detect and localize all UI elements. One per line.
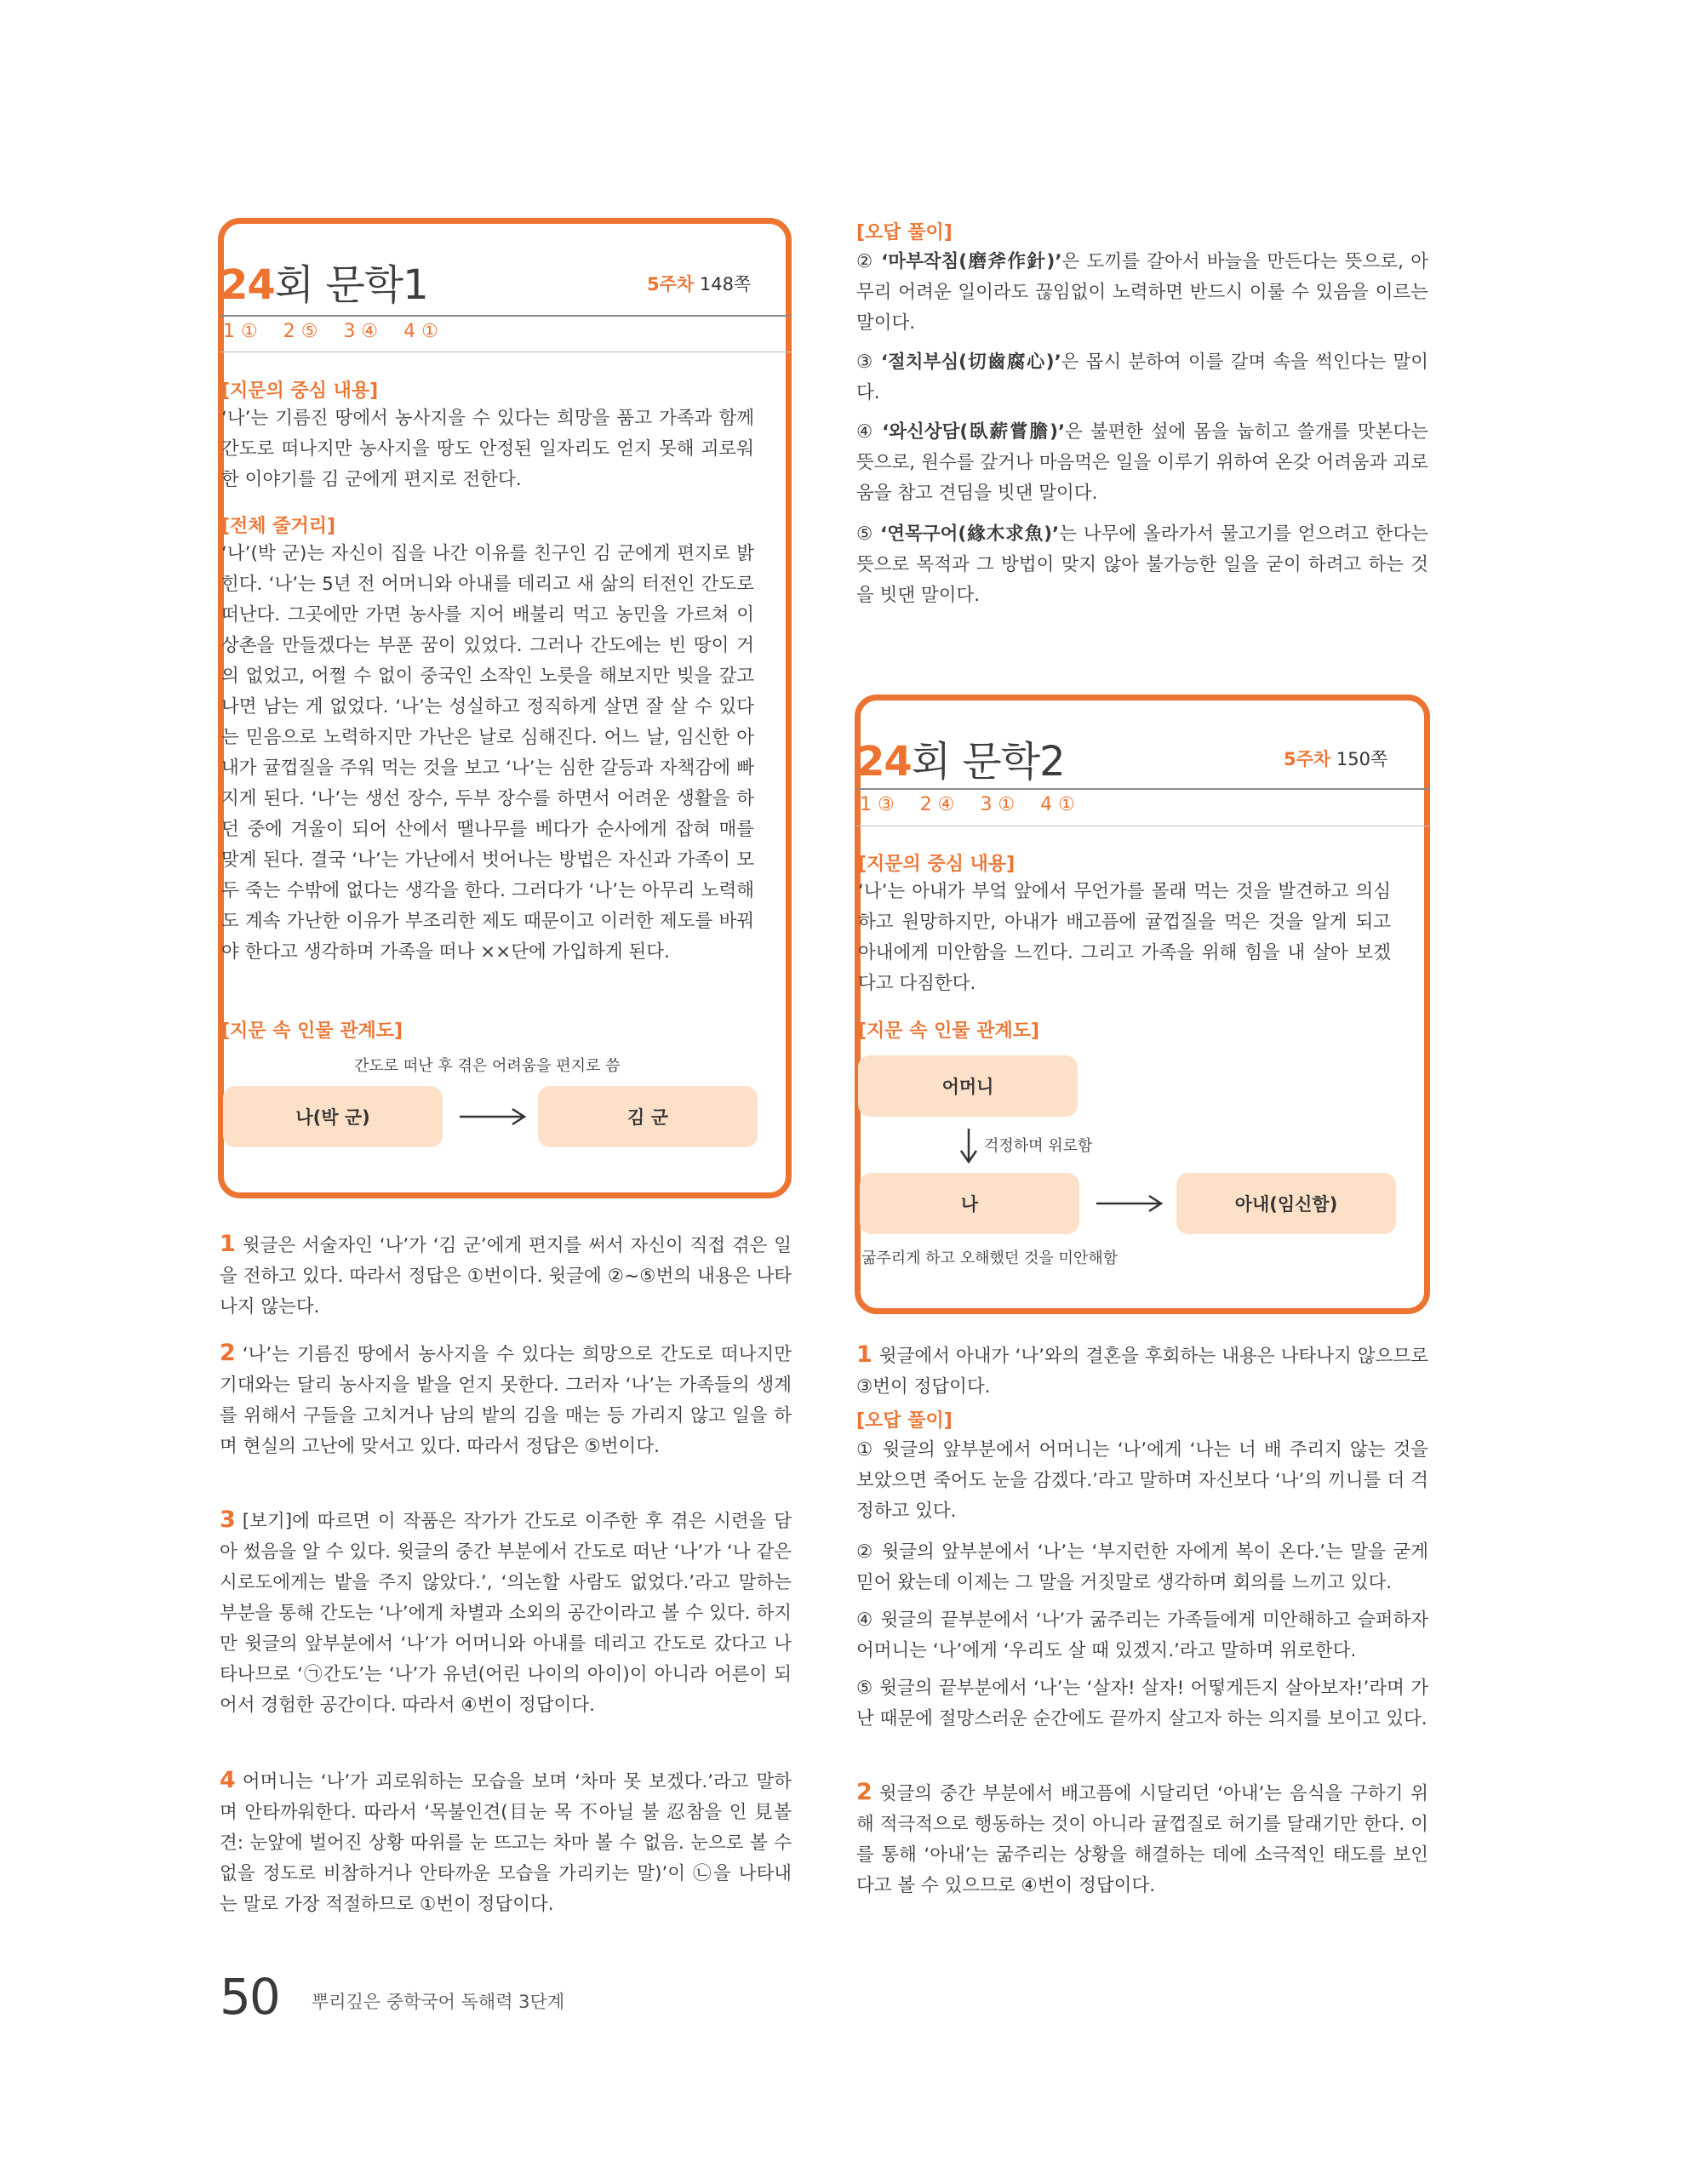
relation-heading-2: [지문 속 인물 관계도]	[858, 1021, 1040, 1042]
explanation-4: 4 어머니는 ‘나’가 괴로워하는 모습을 보며 ‘차마 못 보겠다.’라고 말하며 안타까워한다. 따라서 ‘목불인견(目눈 목 不아닐 불 忍참을 인 見볼 견: 눈앞에 벌어진 상황 따위를 눈 뜨고는 차마 볼 수 없음. 눈으로 볼 수 없을 정도로 비참하거나 안타까운 모습을 가리키는 말)’이 ㉡을 나타내는 말로 가장 적절하므로 ①번이 정답이다.	[220, 1767, 792, 1915]
wrong-answer-2-item-2: ② 윗글의 앞부분에서 ‘나’는 ‘부지런한 자에게 복이 온다.’는 말을 굳게 믿어 왔는데 이제는 그 말을 거짓말로 생각하며 회의를 느끼고 있다.	[856, 1541, 1428, 1593]
character-wife: 아내(임신함)	[1176, 1173, 1396, 1234]
center-content-heading-1: [지문의 중심 내용]	[221, 380, 379, 402]
explanation-2-2: 2 윗글의 중간 부분에서 배고픔에 시달리던 ‘아내’는 음식을 구하기 위해 적극적으로 행동하는 것이 아니라 귤껍질로 허기를 달래기만 한다. 이를 통해 ‘아내’는 굶주리는 상황을 해결하는 데에 소극적인 태도를 보인다고 볼 수 있으므로 ④번이 정답이다.	[856, 1779, 1428, 1896]
week-reference-1: 5주차 148쪽	[647, 274, 752, 294]
bottom-relation-caption: 굶주리게 하고 오해했던 것을 미안해함	[861, 1249, 1118, 1267]
section-title-literature-2: 24회 문학2	[856, 738, 1065, 786]
center-content-text-2: ‘나’는 아내가 부엌 앞에서 무언가를 몰래 먹는 것을 발견하고 의심하고 원망하지만, 아내가 배고픔에 귤껍질을 먹은 것을 알게 되고 아내에게 미안함을 느낀다. 그리고 가족을 위해 힘을 내 살아 보겠다고 다짐한다.	[858, 881, 1391, 994]
wrong-answer-item-3: ③ ‘절치부심(切齒腐心)’은 몹시 분하여 이를 갈며 속을 썩인다는 말이다.	[856, 352, 1428, 403]
mother-relation-caption: 걱정하며 위로함	[984, 1137, 1093, 1155]
explanation-2-1: 1 윗글에서 아내가 ‘나’와의 결혼을 후회하는 내용은 나타나지 않으므로 ③번이 정답이다.	[856, 1341, 1428, 1398]
center-content-text-1: ‘나’는 기름진 땅에서 농사지을 수 있다는 희망을 품고 가족과 함께 간도로 떠나지만 농사지을 땅도 안정된 일자리도 얻지 못해 괴로워한 이야기를 김 군에게 편지로 전한다.	[221, 408, 754, 490]
answer-list-2: 1 ③ 2 ④ 3 ① 4 ①	[860, 794, 1075, 815]
explanation-2: 2 ‘나’는 기름진 땅에서 농사지을 수 있다는 희망으로 간도로 떠나지만 기대와는 달리 농사지을 밭을 얻지 못한다. 그러자 ‘나’는 가족들의 생계를 위해서 구들을 고치거나 남의 밭의 김을 매는 등 가리지 않고 일을 하며 현실의 고난에 맞서고 있다. 따라서 정답은 ⑤번이다.	[220, 1340, 792, 1457]
arrow-down-icon	[958, 1127, 979, 1164]
explanation-3: 3 [보기]에 따르면 이 작품은 작가가 간도로 이주한 후 겪은 시련을 담아 썼음을 알 수 있다. 윗글의 중간 부분에서 간도로 떠난 ‘나’가 ‘나 같은 시로도에게는 밭을 주지 않았다.’, ‘의논할 사람도 없었다.’라고 말하는 부분을 통해 간도는 ‘나’에게 차별과 소외의 공간이라고 볼 수 있다. 하지만 윗글의 앞부분에서 ‘나’가 어머니와 아내를 데리고 간도로 갔다고 나타나므로 ‘㉠간도’는 ‘나’가 유년(어린 나이의 아이)이 아니라 어른이 되어서 경험한 공간이다. 따라서 ④번이 정답이다.	[220, 1507, 792, 1716]
wrong-answer-heading-1: [오답 풀이]	[856, 222, 953, 243]
arrow-right-icon	[458, 1106, 528, 1127]
page-number: 50	[220, 1968, 279, 2026]
wrong-answer-item-4: ④ ‘와신상담(臥薪嘗膽)’은 불편한 섶에 몸을 눕히고 쓸개를 맛본다는 뜻으로, 원수를 갚거나 마음먹은 일을 이루기 위하여 온갖 어려움과 괴로움을 참고 견딤을 빗댄 말이다.	[856, 421, 1428, 504]
title-rule-2	[856, 788, 1430, 790]
wrong-answer-item-5: ⑤ ‘연목구어(緣木求魚)’는 나무에 올라가서 물고기를 얻으려고 한다는 뜻으로 목적과 그 방법이 맞지 않아 불가능한 일을 굳이 하려고 하는 것을 빗댄 말이다.	[856, 523, 1428, 606]
answer-list-1: 1 ① 2 ⑤ 3 ④ 4 ①	[223, 321, 438, 342]
relation-heading-1: [지문 속 인물 관계도]	[221, 1021, 403, 1042]
character-me: 나	[860, 1173, 1079, 1234]
arrow-right-icon	[1095, 1193, 1164, 1214]
relation-caption-1: 간도로 떠난 후 겪은 어려움을 편지로 씀	[354, 1057, 621, 1075]
wrong-answer-2-item-5: ⑤ 윗글의 끝부분에서 ‘나’는 ‘살자! 살자! 어떻게든지 살아보자!’라며 가난 때문에 절망스러운 순간에도 끝까지 살고자 하는 의지를 보이고 있다.	[856, 1678, 1428, 1729]
section-title-literature-1: 24회 문학1	[220, 261, 428, 309]
wrong-answer-2-item-1: ① 윗글의 앞부분에서 어머니는 ‘나’에게 ‘나는 너 배 주리지 않는 것을 보았으면 죽어도 눈을 감겠다.’라고 말하며 자신보다 ‘나’의 끼니를 더 걱정하고 있다.	[856, 1439, 1428, 1522]
wrong-answer-item-2: ② ‘마부작침(磨斧作針)’은 도끼를 갈아서 바늘을 만든다는 뜻으로, 아무리 어려운 일이라도 끊임없이 노력하면 반드시 이룰 수 있음을 이르는 말이다.	[856, 251, 1428, 334]
character-mother: 어머니	[858, 1055, 1078, 1117]
wrong-answer-2-item-4: ④ 윗글의 끝부분에서 ‘나’가 굶주리는 가족들에게 미안해하고 슬퍼하자 어머니는 ‘나’에게 ‘우리도 살 때 있겠지.’라고 말하며 위로한다.	[856, 1609, 1428, 1661]
character-me-park: 나(박 군)	[223, 1086, 443, 1147]
week-reference-2: 5주차 150쪽	[1284, 749, 1388, 769]
book-title: 뿌리깊은 중학국어 독해력 3단계	[312, 1992, 565, 2012]
wrong-answer-heading-2: [오답 풀이]	[856, 1410, 953, 1432]
explanation-1: 1 윗글은 서술자인 ‘나’가 ‘김 군’에게 편지를 써서 자신이 직접 겪은 일을 전하고 있다. 따라서 정답은 ①번이다. 윗글에 ②~⑤번의 내용은 나타나지 않는다.	[220, 1231, 792, 1318]
plot-text: ‘나’(박 군)는 자신이 집을 나간 이유를 친구인 김 군에게 편지로 밝힌다. ‘나’는 5년 전 어머니와 아내를 데리고 새 삶의 터전인 간도로 떠난다. 그곳에만 가면 농사를 지어 배불리 먹고 농민을 가르쳐 이상촌을 만들겠다는 부푼 꿈이 있었다. 그러나 간도에는 빈 땅이 거의 없었고, 어쩔 수 없이 중국인 소작인 노릇을 해보지만 빚을 갚고 나면 남는 게 없었다. ‘나’는 성실하고 정직하게 살면 잘 살 수 있다는 믿음으로 노력하지만 가난은 날로 심해진다. 어느 날, 임신한 아내가 귤껍질을 주워 먹는 것을 보고 ‘나’는 심한 갈등과 자책감에 빠지게 된다. ‘나’는 생선 장수, 두부 장수를 하면서 어려운 생활을 하던 중에 겨울이 되어 산에서 땔나무를 베다가 순사에게 잡혀 매를 맞게 된다. 결국 ‘나’는 가난에서 벗어나는 방법은 자신과 가족이 모두 죽는 수밖에 없다는 생각을 한다. 그러다가 ‘나’는 아무리 노력해도 계속 가난한 이유가 부조리한 제도 때문이고 이러한 제도를 바꿔야 한다고 생각하며 가족을 떠나 ××단에 가입하게 된다.	[221, 543, 754, 963]
center-content-heading-2: [지문의 중심 내용]	[858, 854, 1015, 875]
character-kim: 김 군	[538, 1086, 758, 1147]
plot-heading: [전체 줄거리]	[221, 516, 336, 537]
title-rule-1	[220, 315, 792, 317]
